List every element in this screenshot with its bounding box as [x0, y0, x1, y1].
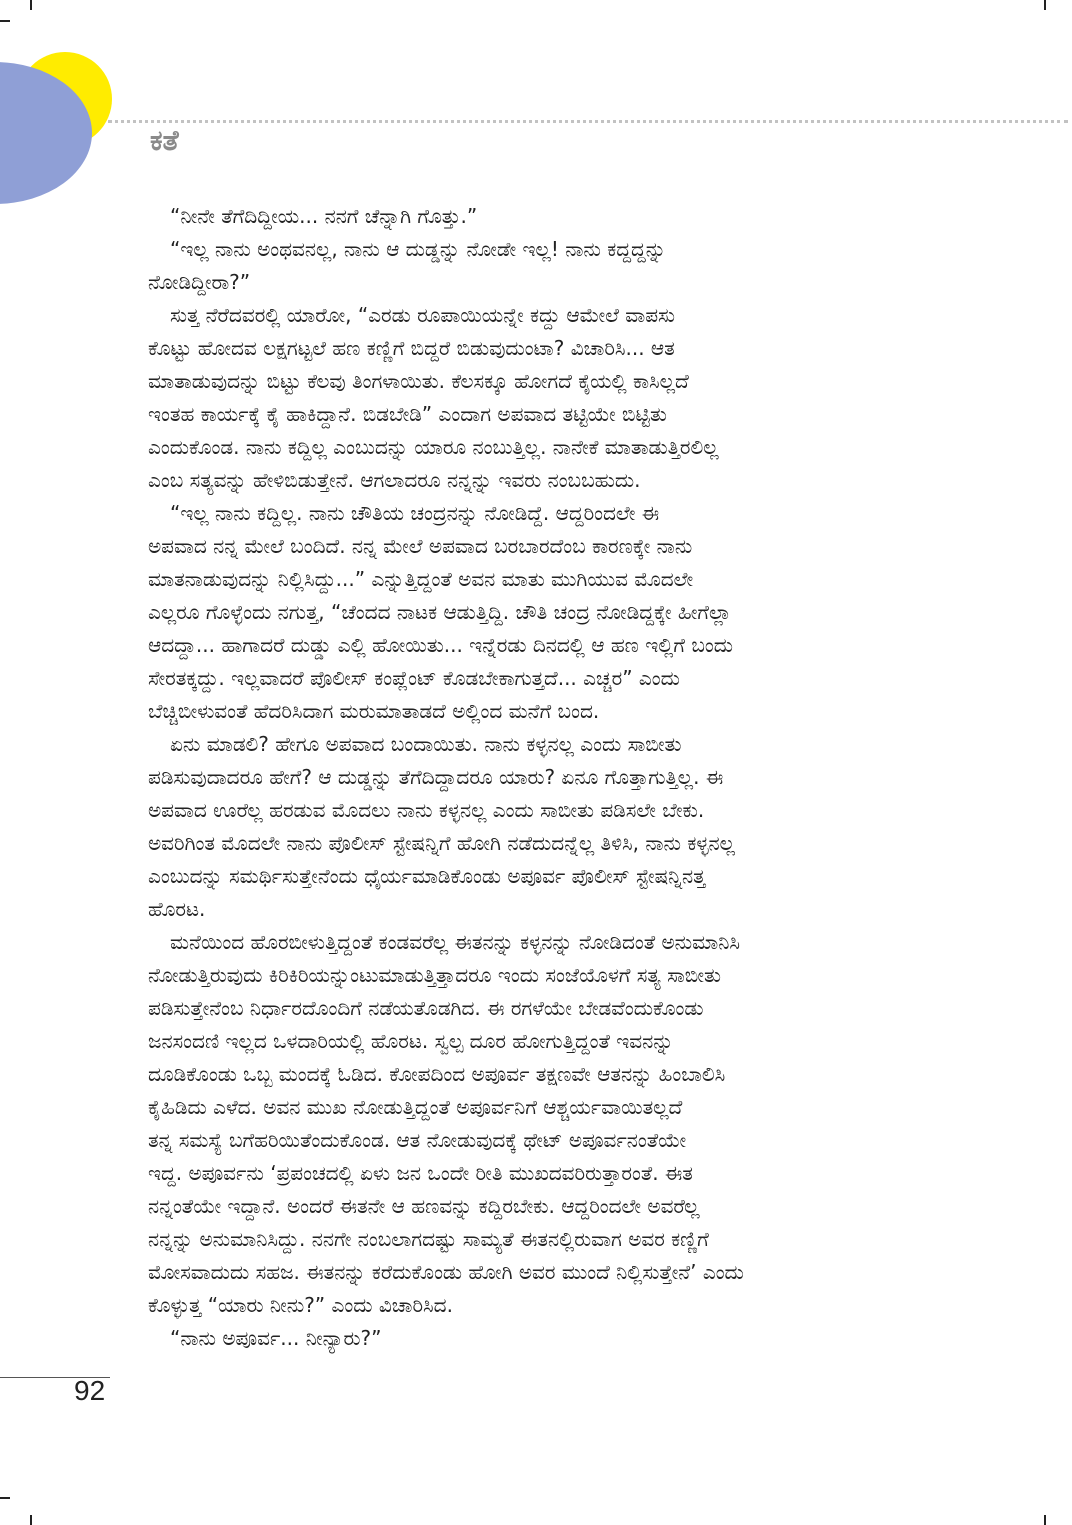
text-line: ಪಡಿಸುವುದಾದರೂ ಹೇಗೆ? ಆ ದುಡ್ಡನ್ನು ತೆಗೆದಿದ್ದಾದರೂ ಯಾರು? ಏನೂ ಗೊತ್ತಾಗುತ್ತಿಲ್ಲ. ಈ [148, 765, 724, 789]
text-line: ಸುತ್ತ ನೆರೆದವರಲ್ಲಿ ಯಾರೋ, “ಎರಡು ರೂಪಾಯಿಯನ್ನೇ ಕದ್ದು ಆಮೇಲೆ ವಾಪಸು [170, 303, 676, 327]
text-line: ನೋಡುತ್ತಿರುವುದು ಕಿರಿಕಿರಿಯನ್ನುಂಟುಮಾಡುತ್ತಿತ್ತಾದರೂ ಇಂದು ಸಂಜೆಯೊಳಗೆ ಸತ್ಯ ಸಾಬೀತು [148, 963, 721, 987]
text-line: ನನ್ನನ್ನು ಅನುಮಾನಿಸಿದ್ದು. ನನಗೇ ನಂಬಲಾಗದಷ್ಟು ಸಾಮ್ಯತೆ ಈತನಲ್ಲಿರುವಾಗ ಅವರ ಕಣ್ಣಿಗೆ [148, 1227, 709, 1251]
story-text [148, 200, 948, 1355]
crop-mark [30, 0, 32, 10]
text-line: ಮೋಸವಾದುದು ಸಹಜ. ಈತನನ್ನು ಕರೆದುಕೊಂಡು ಹೋಗಿ ಅವರ ಮುಂದೆ ನಿಲ್ಲಿಸುತ್ತೇನೆ’ ಎಂದು [148, 1260, 744, 1284]
text-line: ಸೇರತಕ್ಕದ್ದು. ಇಲ್ಲವಾದರೆ ಪೊಲೀಸ್ ಕಂಪ್ಲೆಂಟ್ ಕೊಡಬೇಕಾಗುತ್ತದೆ... ಎಚ್ಚರ” ಎಂದು [148, 666, 680, 690]
text-line: “ಇಲ್ಲ ನಾನು ಕದ್ದಿಲ್ಲ. ನಾನು ಚೌತಿಯ ಚಂದ್ರನನ್ನು ನೋಡಿದ್ದೆ. ಆದ್ದರಿಂದಲೇ ಈ [170, 501, 660, 525]
text-line: ಹೊರಟ. [148, 897, 206, 921]
text-line: ಜನಸಂದಣಿ ಇಲ್ಲದ ಒಳದಾರಿಯಲ್ಲಿ ಹೊರಟ. ಸ್ವಲ್ಪ ದೂರ ಹೋಗುತ್ತಿದ್ದಂತೆ ಇವನನ್ನು [148, 1029, 674, 1053]
text-line: ಕೈಹಿಡಿದು ಎಳೆದ. ಅವನ ಮುಖ ನೋಡುತ್ತಿದ್ದಂತೆ ಅಪೂರ್ವನಿಗೆ ಆಶ್ಚರ್ಯವಾಯಿತಲ್ಲದೆ [148, 1095, 683, 1119]
text-line: ಬೆಚ್ಚಿಬೀಳುವಂತೆ ಹೆದರಿಸಿದಾಗ ಮರುಮಾತಾಡದೆ ಅಲ್ಲಿಂದ ಮನೆಗೆ ಬಂದ. [148, 699, 600, 723]
text-line: ಕೊಟ್ಟು ಹೋದವ ಲಕ್ಷಗಟ್ಟಲೆ ಹಣ ಕಣ್ಣಿಗೆ ಬಿದ್ದರೆ ಬಿಡುವುದುಂಟಾ? ವಿಚಾರಿಸಿ... ಆತ [148, 336, 675, 360]
crop-mark [1044, 1515, 1046, 1525]
crop-mark [0, 20, 10, 22]
text-line: ಅಪವಾದ ನನ್ನ ಮೇಲೆ ಬಂದಿದೆ. ನನ್ನ ಮೇಲೆ ಅಪವಾದ ಬರಬಾರದೆಂಬ ಕಾರಣಕ್ಕೇ ನಾನು [148, 534, 693, 558]
text-line: ಎಂಬ ಸತ್ಯವನ್ನು ಹೇಳಿಬಿಡುತ್ತೇನೆ. ಆಗಲಾದರೂ ನನ್ನನ್ನು ಇವರು ನಂಬಬಹುದು. [148, 468, 641, 492]
text-line: ಇಂತಹ ಕಾರ್ಯಕ್ಕೆ ಕೈ ಹಾಕಿದ್ದಾನೆ. ಬಿಡಬೇಡಿ” ಎಂದಾಗ ಅಪವಾದ ತಟ್ಟಿಯೇ ಬಿಟ್ಟಿತು [148, 402, 667, 426]
crop-mark [30, 1515, 32, 1525]
text-line: ನನ್ನಂತೆಯೇ ಇದ್ದಾನೆ. ಅಂದರೆ ಈತನೇ ಆ ಹಣವನ್ನು ಕದ್ದಿರಬೇಕು. ಆದ್ದರಿಂದಲೇ ಅವರೆಲ್ಲ [148, 1194, 700, 1218]
crop-mark [1044, 0, 1046, 10]
text-line: ಮಾತನಾಡುವುದನ್ನು ನಿಲ್ಲಿಸಿದ್ದು...” ಎನ್ನುತ್ತಿದ್ದಂತೆ ಅವನ ಮಾತು ಮುಗಿಯುವ ಮೊದಲೇ [148, 567, 694, 591]
text-line: ಆದದ್ದಾ... ಹಾಗಾದರೆ ದುಡ್ಡು ಎಲ್ಲಿ ಹೋಯಿತು... ಇನ್ನೆರಡು ದಿನದಲ್ಲಿ ಆ ಹಣ ಇಲ್ಲಿಗೆ ಬಂದು [148, 633, 733, 657]
text-line: ಎಲ್ಲರೂ ಗೊಳ್ಳೆಂದು ನಗುತ್ತ, “ಚೆಂದದ ನಾಟಕ ಆಡುತ್ತಿದ್ದಿ. ಚೌತಿ ಚಂದ್ರ ನೋಡಿದ್ದಕ್ಕೇ ಹೀಗೆಲ್ಲಾ [148, 600, 732, 624]
text-line: “ನಾನು ಅಪೂರ್ವ... ನೀನ್ಯಾರು?” [170, 1326, 382, 1350]
section-title: ಕತೆ [150, 124, 179, 157]
text-line: ಪಡಿಸುತ್ತೇನೆಂಬ ನಿರ್ಧಾರದೊಂದಿಗೆ ನಡೆಯತೊಡಗಿದ. ಈ ರಗಳೆಯೇ ಬೇಡವೆಂದುಕೊಂಡು [148, 996, 704, 1020]
text-line: ಏನು ಮಾಡಲಿ? ಹೇಗೂ ಅಪವಾದ ಬಂದಾಯಿತು. ನಾನು ಕಳ್ಳನಲ್ಲ ಎಂದು ಸಾಬೀತು [170, 732, 682, 756]
text-line: ಮಾತಾಡುವುದನ್ನು ಬಿಟ್ಟು ಕೆಲವು ತಿಂಗಳಾಯಿತು. ಕೆಲಸಕ್ಕೂ ಹೋಗದೆ ಕೈಯಲ್ಲಿ ಕಾಸಿಲ್ಲದೆ [148, 369, 689, 393]
text-line: “ಇಲ್ಲ ನಾನು ಅಂಥವನಲ್ಲ, ನಾನು ಆ ದುಡ್ಡನ್ನು ನೋಡೇ ಇಲ್ಲ! ನಾನು ಕದ್ದದ್ದನ್ನು [170, 237, 666, 261]
text-line: ತನ್ನ ಸಮಸ್ಯೆ ಬಗೆಹರಿಯಿತೆಂದುಕೊಂಡ. ಆತ ನೋಡುವುದಕ್ಕೆ ಥೇಟ್ ಅಪೂರ್ವನಂತೆಯೇ [148, 1128, 687, 1152]
header-dotted-rule [108, 120, 1068, 123]
text-line: ನೋಡಿದ್ದೀರಾ?” [148, 270, 251, 294]
text-line: “ನೀನೇ ತೆಗೆದಿದ್ದೀಯ... ನನಗೆ ಚೆನ್ನಾಗಿ ಗೊತ್ತು.” [170, 204, 478, 228]
text-line: ಮನೆಯಿಂದ ಹೊರಬೀಳುತ್ತಿದ್ದಂತೆ ಕಂಡವರೆಲ್ಲ ಈತನನ್ನು ಕಳ್ಳನನ್ನು ನೋಡಿದಂತೆ ಅನುಮಾನಿಸಿ [170, 930, 740, 954]
page-number: 92 [74, 1375, 106, 1406]
text-line: ಎಂದುಕೊಂಡ. ನಾನು ಕದ್ದಿಲ್ಲ ಎಂಬುದನ್ನು ಯಾರೂ ನಂಬುತ್ತಿಲ್ಲ. ನಾನೇಕೆ ಮಾತಾಡುತ್ತಿರಲಿಲ್ಲ [148, 435, 719, 459]
text-line: ಅಪವಾದ ಊರೆಲ್ಲ ಹರಡುವ ಮೊದಲು ನಾನು ಕಳ್ಳನಲ್ಲ ಎಂದು ಸಾಬೀತು ಪಡಿಸಲೇ ಬೇಕು. [148, 798, 705, 822]
text-line: ಕೊಳ್ಳುತ್ತ “ಯಾರು ನೀನು?” ಎಂದು ವಿಚಾರಿಸಿದ. [148, 1293, 453, 1317]
text-line: ದೂಡಿಕೊಂಡು ಒಬ್ಬ ಮಂದಕ್ಕೆ ಓಡಿದ. ಕೋಪದಿಂದ ಅಪೂರ್ವ ತಕ್ಷಣವೇ ಆತನನ್ನು ಹಿಂಬಾಲಿಸಿ [148, 1062, 726, 1086]
text-line: ಇದ್ದ. ಅಪೂರ್ವನು ‘ಪ್ರಪಂಚದಲ್ಲಿ ಏಳು ಜನ ಒಂದೇ ರೀತಿ ಮುಖದವರಿರುತ್ತಾರಂತೆ. ಈತ [148, 1161, 693, 1185]
crop-mark [0, 1497, 10, 1499]
text-line: ಎಂಬುದನ್ನು ಸಮರ್ಥಿಸುತ್ತೇನೆಂದು ಧೈರ್ಯಮಾಡಿಕೊಂಡು ಅಪೂರ್ವ ಪೊಲೀಸ್ ಸ್ಟೇಷನ್ನಿನತ್ತ [148, 864, 706, 888]
text-line: ಅವರಿಗಿಂತ ಮೊದಲೇ ನಾನು ಪೊಲೀಸ್ ಸ್ಟೇಷನ್ನಿಗೆ ಹೋಗಿ ನಡೆದುದನ್ನೆಲ್ಲ ತಿಳಿಸಿ, ನಾನು ಕಳ್ಳನಲ್ಲ [148, 831, 735, 855]
